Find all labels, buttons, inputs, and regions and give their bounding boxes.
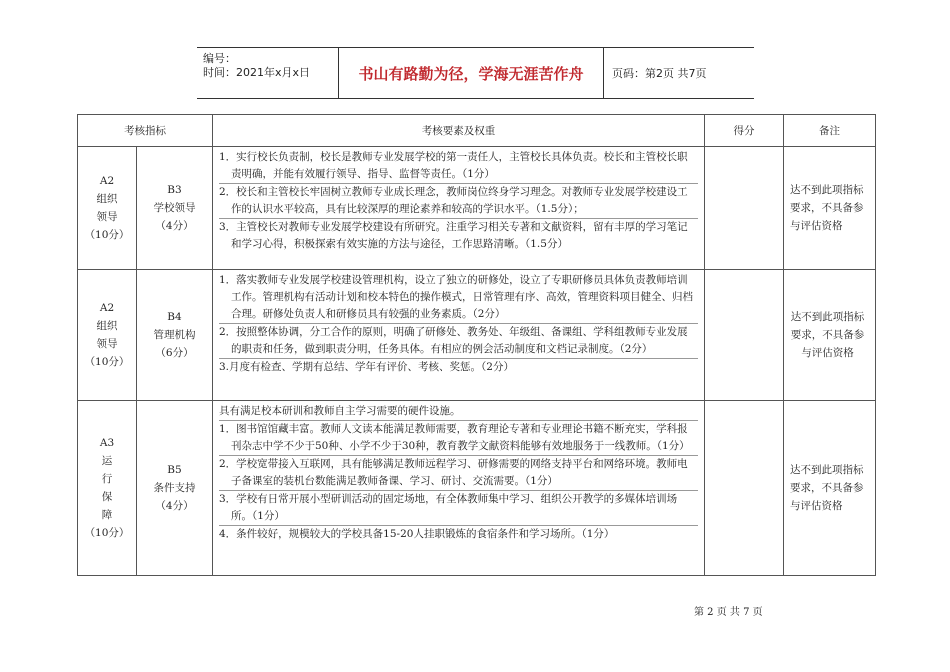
elements-cell bbox=[213, 147, 705, 270]
elements-cell bbox=[213, 270, 705, 401]
a-score: （10分） bbox=[84, 229, 130, 241]
list-item: 2．按照整体协调，分工合作的原则，明确了研修处、教务处、年级组、备课组、学科组教师专业发展的职责和任务，做到职责分明，任务具体。有相应的例会活动制度和文档记录制度。（2分） bbox=[219, 324, 698, 359]
table-row bbox=[78, 270, 876, 401]
note-cell: 达不到此项指标要求，不具备参与评估资格 bbox=[784, 401, 876, 576]
a-name-2: 领导 bbox=[96, 338, 118, 350]
page-header bbox=[197, 47, 754, 99]
score-cell[interactable] bbox=[705, 270, 784, 401]
list-item: 3.月度有检查、学期有总结、学年有评价、考核、奖惩。（2分） bbox=[219, 361, 514, 373]
b-score: （6分） bbox=[155, 347, 194, 359]
table-header-row bbox=[78, 115, 876, 147]
b-name: 学校领导 bbox=[153, 202, 196, 214]
b-name: 条件支持 bbox=[153, 482, 196, 494]
list-item: 1．实行校长负责制，校长是教师专业发展学校的第一责任人，主管校长具体负责。校长和主管校长职责明确，并能有效履行领导、指导、监督等责任。（1分） bbox=[219, 149, 698, 184]
a-indicator-cell bbox=[78, 270, 137, 401]
elements-intro: 具有满足校本研训和教师自主学习需要的硬件设施。 bbox=[219, 403, 698, 421]
table-row bbox=[78, 401, 876, 576]
b-indicator-cell bbox=[137, 270, 213, 401]
a-score: （10分） bbox=[84, 527, 130, 539]
header-cell-note: 备注 bbox=[784, 115, 876, 147]
b-name: 管理机构 bbox=[153, 329, 196, 341]
a-code: A3 bbox=[99, 437, 115, 449]
a-char: 保 bbox=[101, 491, 113, 503]
a-name-2: 领导 bbox=[96, 211, 118, 223]
header-cell-indicator: 考核指标 bbox=[78, 115, 213, 147]
a-char: 运 bbox=[101, 455, 113, 467]
list-item: 1．图书馆馆藏丰富。教师人文读本能满足教师需要，教育理论专著和专业理论书籍不断充实，学科报刊杂志中学不少于50种、小学不少于30种，教育教学文献资料能够有效地服务于一线教师。（1分） bbox=[219, 421, 698, 456]
header-time-label: 时间：2021年x月x日 bbox=[203, 66, 311, 79]
list-item: 4．条件较好，规模较大的学校具备15-20人挂职锻炼的食宿条件和学习场所。（1分） bbox=[219, 528, 615, 540]
header-page-label: 页码：第2页 共7页 bbox=[612, 67, 707, 80]
b-code: B3 bbox=[167, 184, 182, 196]
b-score: （4分） bbox=[155, 500, 194, 512]
b-indicator-cell bbox=[137, 147, 213, 270]
b-code: B4 bbox=[167, 311, 182, 323]
a-code: A2 bbox=[99, 302, 115, 314]
a-indicator-cell bbox=[78, 147, 137, 270]
list-item: 2．学校宽带接入互联网，具有能够满足教师远程学习、研修需要的网络支持平台和网络环境。教师电子备课室的装机台数能满足教师备课、学习、研讨、交流需要。（1分） bbox=[219, 456, 698, 491]
note-cell: 达不到此项指标要求，不具备参与评估资格 bbox=[784, 270, 876, 401]
b-code: B5 bbox=[167, 464, 182, 476]
a-name-1: 组织 bbox=[96, 193, 118, 205]
a-char: 障 bbox=[101, 509, 113, 521]
list-item: 3．主管校长对教师专业发展学校建设有所研究。注重学习相关专著和文献资料，留有丰厚的学习笔记和学习心得，积极探索有效实施的方法与途径，工作思路清晰。（1.5分） bbox=[219, 221, 688, 250]
list-item: 3．学校有日常开展小型研训活动的固定场地，有全体教师集中学习、组织公开教学的多媒体培训场所。（1分） bbox=[219, 491, 698, 526]
b-score: （4分） bbox=[155, 220, 194, 232]
header-cell-elements: 考核要素及权重 bbox=[213, 115, 705, 147]
a-code: A2 bbox=[99, 175, 115, 187]
a-indicator-cell bbox=[78, 401, 137, 576]
assessment-table bbox=[77, 114, 876, 576]
header-number-label: 编号： bbox=[203, 52, 236, 65]
header-motto: 书山有路勤为径，学海无涯苦作舟 bbox=[339, 48, 604, 98]
elements-cell bbox=[213, 401, 705, 576]
note-cell: 达不到此项指标要求，不具备参与评估资格 bbox=[784, 147, 876, 270]
header-cell-score: 得分 bbox=[705, 115, 784, 147]
list-item: 2．校长和主管校长牢固树立教师专业成长理念，教师岗位终身学习理念。对教师专业发展学校建设工作的认识水平较高，具有比较深厚的理论素养和较高的学识水平。（1.5分）； bbox=[219, 184, 698, 219]
a-char: 行 bbox=[101, 473, 113, 485]
score-cell[interactable] bbox=[705, 147, 784, 270]
page-footer: 第 2 页 共 7 页 bbox=[694, 607, 763, 618]
b-indicator-cell bbox=[137, 401, 213, 576]
table-row bbox=[78, 147, 876, 270]
list-item: 1．落实教师专业发展学校建设管理机构，设立了独立的研修处，设立了专职研修员具体负责教师培训工作。管理机构有活动计划和校本特色的操作模式，日常管理有序、高效，管理资料项目健全、归档合理。研修处负责人和研修员具有较强的业务素质。（2分） bbox=[219, 272, 698, 324]
a-name-1: 组织 bbox=[96, 320, 118, 332]
score-cell[interactable] bbox=[705, 401, 784, 576]
a-score: （10分） bbox=[84, 356, 130, 368]
header-meta bbox=[197, 48, 339, 98]
